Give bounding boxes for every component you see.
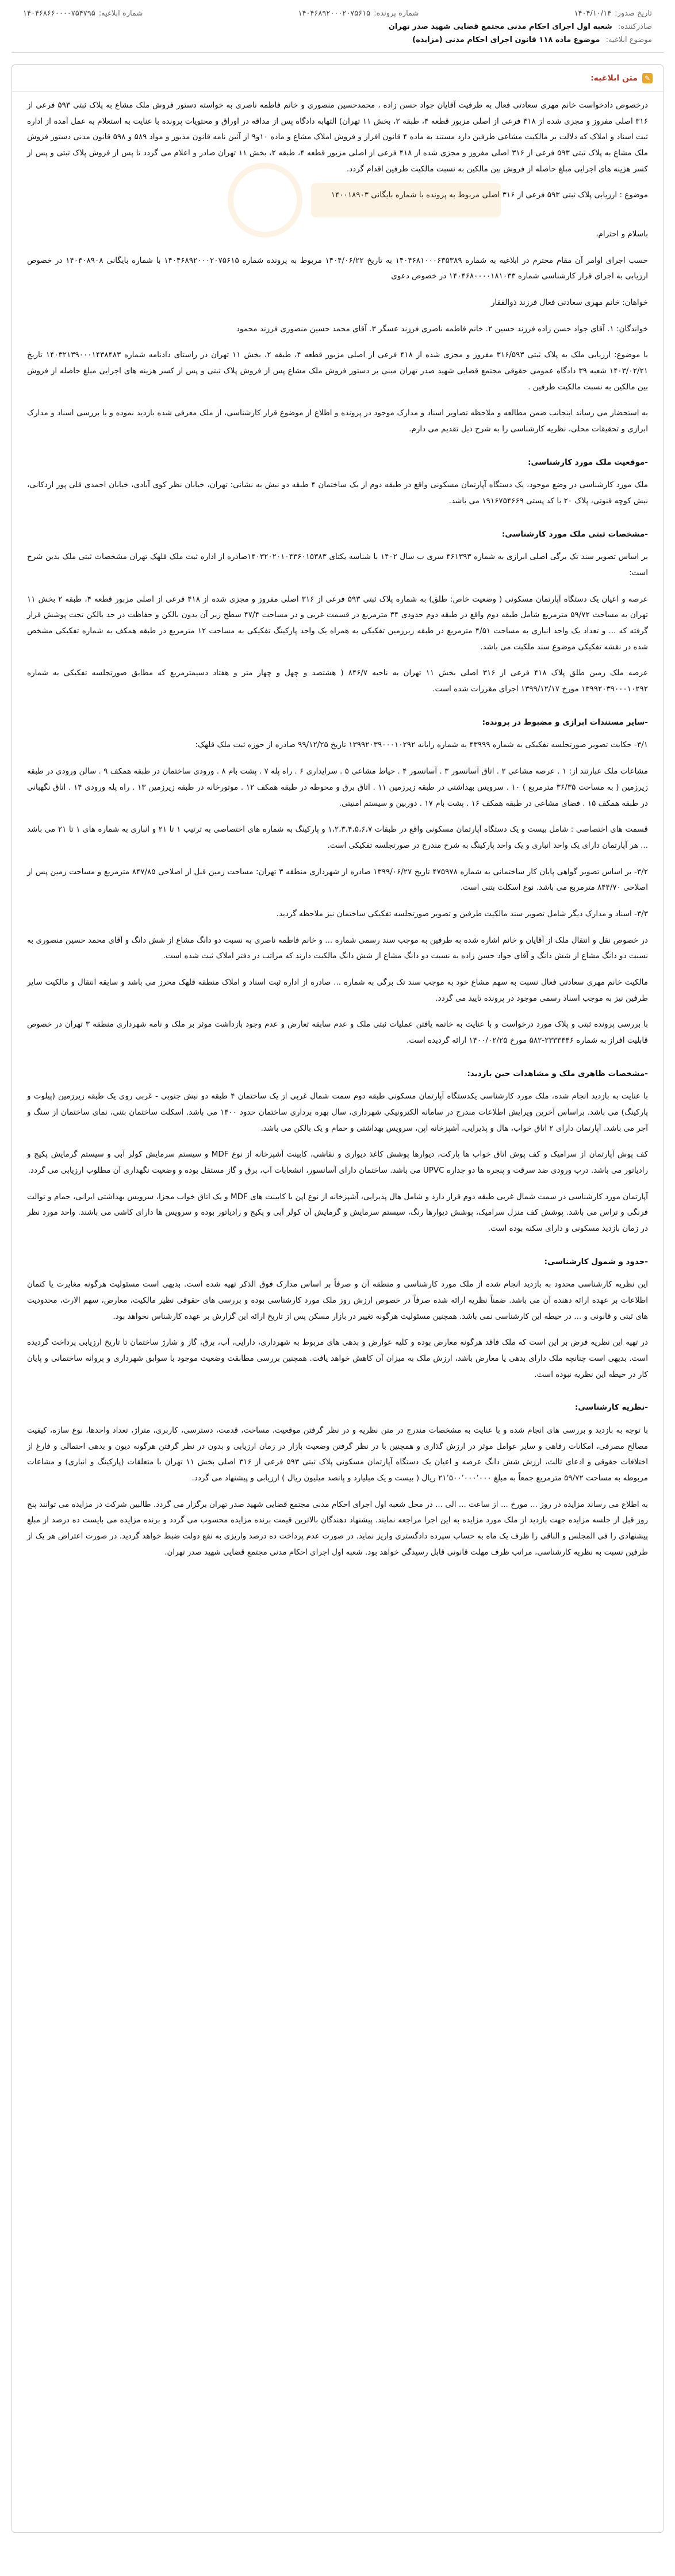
paragraph-plaintiff: خواهان: خانم مهری سعادتی فعال فرزند ذوالفقار xyxy=(491,298,648,308)
section-documents-text-4: ۳/۲- بر اساس تصویر گواهی پایان کار ساختمانی به شماره ۴۷۵۹۷۸ تاریخ ۱۳۹۹/۰۶/۲۷ صادره از شهرداری منطقه ۳ تهران: مساحت زمین قبل از اصلاحی ۸۴۷/۸۵ مترمربع و مساحت زمین پس از اصلاحی ۸۴۴/۷۰ مترمربع می باشد. نوع اسکلت بتنی است. xyxy=(27,867,648,893)
section-scope-title: -حدود و شمول کارشناسی: xyxy=(544,1257,648,1266)
card-header xyxy=(12,65,663,92)
notice-card xyxy=(11,64,664,2533)
subject-row: موضوع ابلاغیه: موضوع ماده ۱۱۸ قانون اجرای احکام مدنی (مزایده) xyxy=(412,36,652,44)
issuer-row: صادرکننده: شعبه اول اجرای احکام مدنی مجتمع قضایی شهید صدر تهران xyxy=(388,22,652,31)
issue-date: تاریخ صدور: ۱۴۰۴/۱۰/۱۴ xyxy=(574,9,652,18)
paragraph-intro-expert: به استحضار می رساند اینجانب ضمن مطالعه و ملاحظه تصاویر اسناد و مدارک موجود در پرونده و اطلاع از موضوع قرار کارشناسی، از ملک معرفی شده بازدید نموده و با بررسی اسناد و مدارک ابرازی و تحقیقات محلی، نظریه کارشناسی را به شرح ذیل تقدیم می دارم. xyxy=(27,408,648,434)
notice-body xyxy=(12,92,663,1582)
paragraph-1: حسب اجرای اوامر آن مقام محترم در ابلاغیه به شماره ۱۴۰۴۶۸۱۰۰۰۶۳۵۳۸۹ به تاریخ ۱۴۰۴/۰۶/۲۲ مربوط به پرونده شماره ۱۴۰۴۶۸۹۲۰۰۰۲۰۷۵۶۱۵ با شماره بایگانی ۱۴۰۴۰۸۹۰۸ در خصوص ارزیابی به اجرای قرار کارشناسی شماره ۱۴۰۴۶۸۰۰۰۰۱۸۱۰۳۳ در خصوص دعوی xyxy=(27,255,648,281)
intro-paragraph: درخصوص دادخواست خانم مهری سعادتی فعال به طرفیت آقایان جواد حسن زاده ، محمدحسین منصوری و خانم فاطمه ناصری به خواسته دستور فروش ملک مشاع به پلاک ثبتی ۵۹۳ فرعی از ۳۱۶ اصلی مفروز و مجزی شده از ۴۱۸ فرعی از اصلی مزبور قطعه ۴، طبقه ۲، بخش ۱۱ تهران) التهابه دادگاه پس از مداقه در اوراق و محتویات پرونده با عنایت به استعلام به عمل آمده از اداره ثبت اسناد و املاک که دلالت بر مالکیت مشاعی طرفین دارد مستند به ماده ۴ قانون افراز و فروش املاک مشاع و ماده ۱۰و۹ از آئین نامه قانون مذبور و مواد ۵۸۹ و ۵۹۸ قانون مدنی دستور فروش ملک مشاع به پلاک ثبتی ۵۹۳ فرعی از ۳۱۶ اصلی مفروز و مجزی شده از ۴۱۸ فرعی از اصلی مزبور قطعه ۴، طبقه ۲، بخش ۱۱ تهران صادر و اعلام می گردد تا پس از فروش پلاک ثبتی و پس از کسر هزینه های اجرایی مبلغ حاصله از فروش بین مالکین به نسبت مالکیت طرفین اقدام گردد. xyxy=(27,101,648,174)
paragraph-subject: با موضوع: ارزیابی ملک به پلاک ثبتی ۳۱۶/۵۹۳ مفروز و مجزی شده از ۴۱۸ فرعی از اصلی مزبور قطعه ۴، طبقه ۲، بخش ۱۱ تهران در راستای دادنامه شماره ۱۴۰۳۲۱۳۹۰۰۰۱۴۳۸۴۸۳ تاریخ ۱۴۰۳/۰۲/۲۱ شعبه ۳۹ دادگاه عمومی حقوقی مجتمع قضایی شهید صدر تهران مبنی بر دستور فروش ملک مشاع پس از فروش پلاک ثبتی و پس از کسر هزینه های اجرایی مبلغ حاصله از فروش بین مالکین به نسبت مالکیت طرفین . xyxy=(27,350,649,392)
section-scope-text-2: در تهیه این نظریه فرض بر این است که ملک فاقد هرگونه معارض بوده و کلیه عوارض و بدهی های مربوط به شهرداری، دارایی، آب، برق، گاز و شارژ ساختمان تا تاریخ ارزیابی پرداخت گردیده است. بدیهی است چنانچه ملک دارای بدهی یا معارض باشد، ارزش ملک به میزان آن کاهش خواهد یافت. همچنین بررسی مطابقت وضعیت موجود با سوابق شهرداری و پروانه ساختمانی و پایان کار در حیطه این نظریه نبوده است. xyxy=(27,1338,648,1379)
header-meta xyxy=(0,0,675,20)
notice-number: شماره ابلاغیه: ۱۴۰۴۶۸۶۶۰۰۰۰۷۵۴۷۹۵ xyxy=(23,9,143,18)
section-appearance-text-2: کف پوش آپارتمان از سرامیک و کف پوش اتاق خواب ها پارکت، دیوارها پوشش کاغذ دیواری و نقاشی، کابینت آشپزخانه از نوع MDF و سیستم سرمایش کولر آبی و سیستم گرمایش پکیج و رادیاتور می باشد. درب ورودی ضد سرقت و پنجره ها دو جداره UPVC می باشد. ساختمان دارای آسانسور، انشعابات آب، برق و گاز مستقل بوده و وضعیت نگهداری آن مطلوب ارزیابی می گردد. xyxy=(27,1150,648,1175)
section-documents-text-1: ۳/۱- حکایت تصویر صورتجلسه تفکیکی به شماره ۴۳۹۹۹ به شماره رایانه ۱۳۹۹۲۰۳۹۰۰۰۱۰۲۹۲ تاریخ ۹۹/۱۲/۲۵ صادره از حوزه ثبت ملک قلهک: xyxy=(195,740,648,750)
section-documents-text-6: در خصوص نقل و انتقال ملک از آقایان و خانم اشاره شده به طرفین به موجب سند رسمی شماره ... و خانم فاطمه ناصری به نسبت دو دانگ مشاع از شش دانگ و آقای محمد حسین منصوری به نسبت دو دانگ مشاع از شش دانگ و آقای جواد حسن زاده به نسبت دو دانگ مشاع از شش دانگ مالکیت دارند که مراتب در دفتر املاک ثبت شده است. xyxy=(27,935,648,961)
section-registry-text-1: بر اساس تصویر سند تک برگی اصلی ابرازی به شماره ۴۶۱۳۹۳ سری ب سال ۱۴۰۲ با شناسه یکتای ۱۴۰۳۲۰۲۰۱۰۴۳۶۰۱۵۳۸۳صادره از اداره ثبت ملک قلهک تهران مشخصات ثبتی ملک بدین شرح است: xyxy=(27,552,648,578)
section-documents-text-3: قسمت های اختصاصی : شامل بیست و یک دستگاه آپارتمان مسکونی واقع در طبقات ۱،۲،۳،۴،۵،۶،۷ و پارکینگ به شماره های اختصاصی به ترتیب ۱ تا ۲۱ و انباری به شماره های ۱ تا ۲۱ می باشد ... هر آپارتمان دارای یک واحد انباری و یک واحد پارکینگ به شرح مندرج در صورتجلسه تفکیکی است. xyxy=(27,825,649,850)
case-number: شماره پرونده: ۱۴۰۴۶۸۹۲۰۰۰۲۰۷۵۶۱۵ xyxy=(298,9,419,18)
section-documents-text-2: مشاعات ملک عبارتند از: ۱ . عرصه مشاعی ۲ . اتاق آسانسور ۳ . آسانسور ۴ . حیاط مشاعی ۵ . سرایداری ۶ . راه پله ۷ . پشت بام ۸ . ورودی ساختمان در طبقه همکف ۹ . سالن ورودی در طبقه زیرزمین ( به مساحت ۳۶/۳۵ مترمربع ) ۱۰ . سرویس بهداشتی در طبقه زیرزمین ۱۱ . اتاق برق و محوطه در طبقه همکف ۱۲ . موتورخانه در طبقه زیرزمین ۱۳ . راه پله ورودی ۱۴ . اتاق نگهبانی در طبقه همکف ۱۵ . فضای مشاعی در طبقه همکف ۱۶ . پشت بام ۱۷ . دوربین و سیستم امنیتی. xyxy=(27,767,649,808)
section-registry-text-3: عرصه ملک زمین طلق پلاک ۴۱۸ فرعی از ۳۱۶ اصلی بخش ۱۱ تهران به ناحیه ۸۴۶/۷ ( هشتصد و چهل و چهار متر و هفتاد دسیمترمربع که مطابق صورتجلسه تفکیکی به شماره ۱۳۹۹۲۰۳۹۰۰۰۱۰۲۹۲ مورخ ۱۳۹۹/۱۲/۱۷ اجرای مقررات شده است. xyxy=(27,668,648,694)
section-appearance-text-3: آپارتمان مورد کارشناسی در سمت شمال غربی طبقه دوم قرار دارد و شامل هال پذیرایی، آشپزخانه از نوع اپن با کابینت های MDF و یک اتاق خواب مجزا، سرویس بهداشتی ایرانی، حمام و توالت فرنگی و تراس می باشد. پوشش کف منزل سرامیک، پوشش دیوارها رنگ، سیستم سرمایش و گرمایش آن کولر آبی و پکیج و رادیاتور بوده و سرویس ها دارای کاشی می باشند. واحد مورد نظر در زمان بازدید مسکونی و دارای سکنه بوده است. xyxy=(27,1192,648,1233)
paragraph-defendants: خواندگان: ۱. آقای جواد حسن زاده فرزند حسین ۲. خانم فاطمه ناصری فرزند عسگر ۳. آقای محمد حسین منصوری فرزند محمود xyxy=(236,324,648,334)
section-documents-text-7: مالکیت خانم مهری سعادتی فعال نسبت به سهم مشاع خود به موجب سند تک برگی به شماره ... صادره از اداره ثبت اسناد و املاک منطقه قلهک محرز می باشد و سابقه انتقال و مالکیت سایر طرفین نیز به موجب اسناد رسمی موجود در پرونده تایید می گردد. xyxy=(27,977,648,1003)
section-documents-text-5: ۳/۳- اسناد و مدارک دیگر شامل تصویر سند مالکیت طرفین و تصویر صورتجلسه تفکیکی ساختمان نیز ملاحظه گردید. xyxy=(276,909,648,918)
section-appearance-title: -مشخصات ظاهری ملک و مشاهدات حین بازدید: xyxy=(467,1069,648,1078)
notice-text-icon: ✎ xyxy=(642,73,653,83)
section-opinion-title: -نظریه کارشناسی: xyxy=(574,1403,648,1413)
topic-paragraph: موضوع : ارزیابی پلاک ثبتی ۵۹۳ فرعی از ۳۱۶ اصلی مربوط به پرونده با شماره بایگانی ۱۴۰۰۱۸۹۰۳ xyxy=(331,190,648,200)
section-documents-title: -سایر مستندات ابرازی و مضبوط در پرونده: xyxy=(482,717,648,727)
section-scope-text-1: این نظریه کارشناسی محدود به بازدید انجام شده از ملک مورد کارشناسی و منطقه آن و صرفاً بر اساس مدارک فوق الذکر تهیه شده است. بدیهی است مسئولیت هرگونه مغایرت یا کتمان اطلاعات بر عهده ارائه دهنده آن می باشد. ضمناً نظریه ارائه شده صرفاً در خصوص ارزش روز ملک مورد کارشناسی بوده و بررسی های حقوقی نظیر مالکیت، معارض، سهم الارث، محدودیت های ثبتی و قانونی و ... در حیطه این کارشناسی نمی باشد. همچنین مسئولیت هرگونه تغییر در بازار مسکن پس از تاریخ ارائه این گزارش بر عهده کارشناس نخواهد بود. xyxy=(27,1280,648,1321)
section-registry-text-2: عرصه و اعیان یک دستگاه آپارتمان مسکونی ( وضعیت خاص: طلق) به شماره پلاک ثبتی ۵۹۳ فرعی از ۳۱۶ اصلی مفروز و مجزی شده از ۴۱۸ فرعی از اصلی مزبور قطعه ۴، طبقه ۲ بخش ۱۱ تهران به مساحت ۵۹/۷۲ مترمربع شامل طبقه دوم واقع در طبقه دوم حدودی ۳۴ مترمربع در قسمت غربی و در مساحت ۴۷/۴ سطح زیر آن بدون بالکن و حفاظت در حد بالکن تحت پوشش قرار گرفته که ... و تعداد یک واحد انباری به مساحت ۴/۵۱ مترمربع در طبقه زیرزمین تفکیکی به همراه یک واحد پارکینگ تفکیکی به مساحت ۱۲ مترمربع در طبقه همکف به شماره تفکیکی مشخص شده در نقشه تفکیکی موضوع سند ملکیت می باشد. xyxy=(27,594,649,652)
section-location-title: -موقعیت ملک مورد کارشناسی: xyxy=(528,457,648,467)
section-location-text: ملک مورد کارشناسی در وضع موجود، یک دستگاه آپارتمان مسکونی واقع در طبقه دوم از یک ساختمان ۴ طبقه دو نبش به نشانی: تهران، خیابان نظر کوی آبادی، خیابان احمدی قلی پور اردکانی، نبش کوچه قنوتی، پلاک ۲۰ با کد پستی ۱۹۱۶۷۵۴۶۶۹ می باشد. xyxy=(27,480,648,506)
header-divider xyxy=(11,52,664,53)
section-documents-text-8: با بررسی پرونده ثبتی و پلاک مورد درخواست و با عنایت به خاتمه یافتن عملیات ثبتی ملک و عدم سابقه تعارض و عدم وجود بازداشت موثر بر ملک و نامه شهرداری منطقه ۳ تهران در خصوص قابلیت افراز به شماره ۲۳۳۳۴۴۶-۵۸۲ مورخ ۱۴۰۰/۰۲/۲۵ ارائه گردیده است. xyxy=(27,1020,648,1045)
section-registry-title: -مشخصات ثبتی ملک مورد کارشناسی: xyxy=(501,529,648,539)
section-opinion-text-1: با توجه به بازدید و بررسی های انجام شده و با عنایت به مشخصات مندرج در متن نظریه و در نظر گرفتن موقعیت، مساحت، قدمت، دسترسی، کاربری، متراژ، تعداد واحدها، نوع سازه، کیفیت مصالح مصرفی، امکانات رفاهی و سایر عوامل موثر در ارزش گذاری و همچنین با در نظر گرفتن وضعیت بازار در زمان ارزیابی و بدون در نظر گرفتن هرگونه دیون و بدهی احتمالی و فارغ از اختلافات حقوقی و ادعای ثالث، ارزش شش دانگ عرصه و اعیان یک دستگاه آپارتمان مسکونی پلاک ثبتی ۵۹۳ فرعی از ۳۱۶ اصلی بخش ۱۱ تهران با متعلقات (پارکینگ و انباری) و مشاعات مربوطه به مساحت ۵۹/۷۲ مترمربع جمعاً به مبلغ ۲۱٬۵۰۰٬۰۰۰٬۰۰۰ ریال ( بیست و یک میلیارد و پانصد میلیون ریال ) ارزیابی و پیشنهاد می گردد. xyxy=(27,1425,648,1483)
section-opinion-text-2: به اطلاع می رساند مزایده در روز ... مورخ ... از ساعت ... الی ... در محل شعبه اول اجرای احکام مدنی مجتمع قضایی شهید صدر تهران برگزار می گردد. طالبین شرکت در مزایده می توانند پنج روز قبل از جلسه مزایده جهت بازدید از ملک مورد مزایده به این اجرا مراجعه نمایند. پیشنهاد دهندگان بالاترین قیمت برنده مزایده محسوب می گردد و برنده مزایده می بایست ده درصد از مبلغ پیشنهادی را فی المجلس و الباقی را ظرف یک ماه به حساب سپرده دادگستری واریز نماید. در صورت عدم پرداخت ده درصد واریزی به نفع دولت ضبط خواهد گردید. در صورت اعتراض هر یک از طرفین نسبت به نظریه کارشناسی، مراتب ظرف مهلت قانونی قابل رسیدگی خواهد بود. شعبه اول اجرای احکام مدنی مجتمع قضایی شهید صدر تهران. xyxy=(27,1499,648,1557)
greeting: باسلام و احترام، xyxy=(596,229,648,239)
section-appearance-text-1: با عنایت به بازدید انجام شده، ملک مورد کارشناسی یکدستگاه آپارتمان مسکونی طبقه دوم سمت شمال غربی از یک ساختمان ۴ طبقه دو نبش جنوبی - غربی روی یک طبقه زیرزمین (پیلوت و پارکینگ) می باشد. براساس آخرین ویرایش اطلاعات مندرج در سامانه الکترونیکی شهرداری، سال بهره برداری ساختمان حدود ۱۴۰۰ می باشد. اسکلت ساختمان بتنی، نمای ساختمان از سنگ و آجر می باشد. آپارتمان دارای ۲ اتاق خواب، هال و پذیرایی، آشپزخانه اپن، سرویس بهداشتی و حمام و یک بالکن می باشد. xyxy=(27,1092,648,1133)
card-title: متن ابلاغیه: xyxy=(590,74,638,83)
